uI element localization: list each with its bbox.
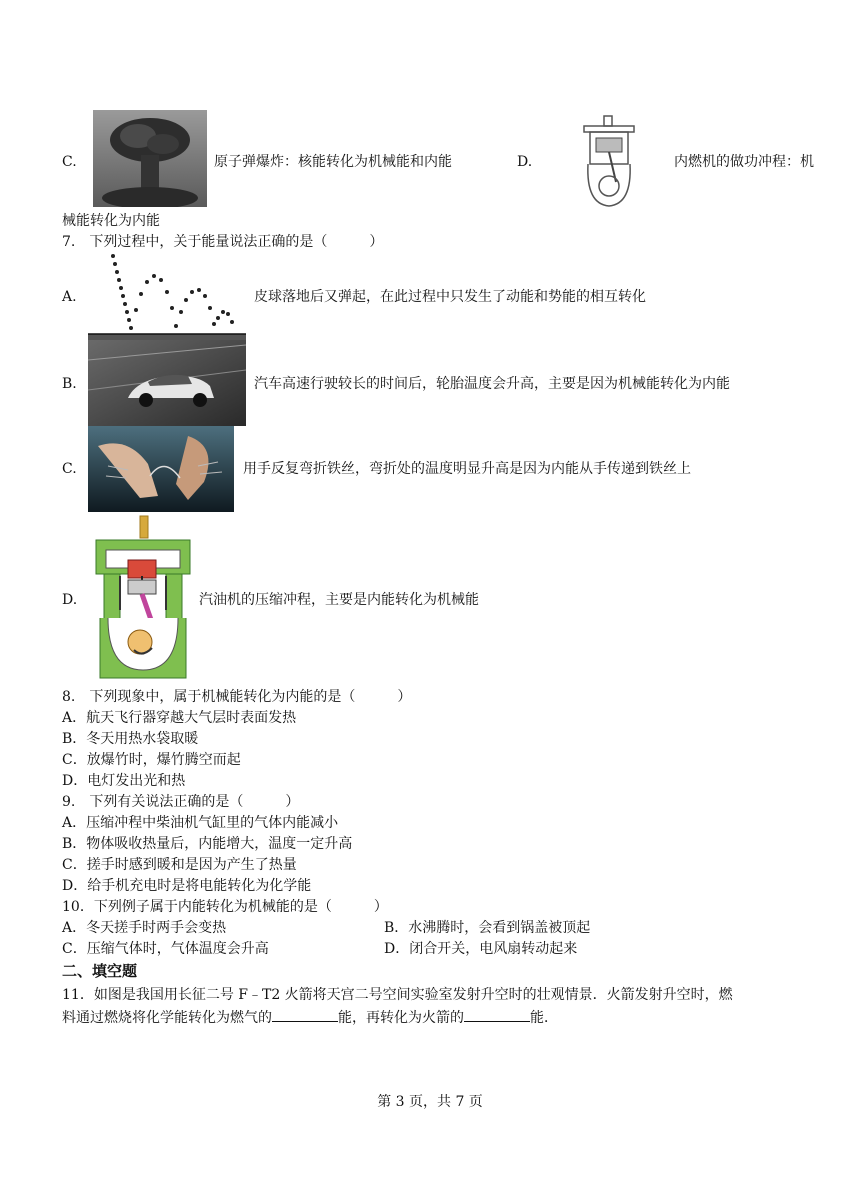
q7-b-text: 汽车高速行驶较长的时间后，轮胎温度会升高，主要是因为机械能转化为内能 xyxy=(254,376,730,392)
q10-option-b: B．水沸腾时，会看到锅盖被顶起 xyxy=(384,920,591,936)
q6-d-text: 内燃机的做功冲程：机 xyxy=(674,154,814,170)
mushroom-cloud-image xyxy=(93,110,207,207)
q11-text-b: 能，再转化为火箭的 xyxy=(338,1010,464,1026)
q8-option-d: D．电灯发出光和热 xyxy=(62,773,186,789)
q7-c-text: 用手反复弯折铁丝，弯折处的温度明显升高是因为内能从手传递到铁丝上 xyxy=(243,461,691,477)
q7-a-text: 皮球落地后又弹起，在此过程中只发生了动能和势能的相互转化 xyxy=(254,289,646,305)
q9-option-d: D．给手机充电时是将电能转化为化学能 xyxy=(62,878,312,894)
section-heading: 二、填空题 xyxy=(62,962,138,980)
q11-line2 xyxy=(62,1009,558,1027)
page-footer: 第 3 页，共 7 页 xyxy=(377,1094,483,1110)
q9-option-a: A．压缩冲程中柴油机气缸里的气体内能减小 xyxy=(62,815,339,831)
q9-stem: 9. 下列有关说法正确的是（ ） xyxy=(62,794,300,810)
q8-option-b: B．冬天用热水袋取暖 xyxy=(62,731,199,747)
q8-option-a: A．航天飞行器穿越大气层时表面发热 xyxy=(62,710,297,726)
q7-d-label: D. xyxy=(62,592,78,608)
q7-b-label: B. xyxy=(62,376,77,392)
q11-line1: 11．如图是我国用长征二号 F﹣T2 火箭将天宫二号空间实验室发射升空时的壮观情景．火箭发射升空时，燃 xyxy=(62,987,733,1003)
compression-stroke-image xyxy=(90,514,196,686)
speeding-car-image xyxy=(88,340,246,426)
engine-power-stroke-image xyxy=(578,112,640,209)
bending-wire-image xyxy=(88,426,234,512)
q6-d-label: D. xyxy=(517,154,533,170)
q8-option-c: C．放爆竹时，爆竹腾空而起 xyxy=(62,752,241,768)
q11-text-a: 料通过燃烧将化学能转化为燃气的 xyxy=(62,1010,272,1026)
q7-d-text: 汽油机的压缩冲程，主要是内能转化为机械能 xyxy=(199,592,479,608)
q10-option-c: C．压缩气体时，气体温度会升高 xyxy=(62,941,269,957)
q10-option-d: D．闭合开关，电风扇转动起来 xyxy=(384,941,578,957)
q6-c-text: 原子弹爆炸：核能转化为机械能和内能 xyxy=(214,154,452,170)
q6-d-text-cont: 械能转化为内能 xyxy=(62,213,160,229)
q8-stem: 8. 下列现象中，属于机械能转化为内能的是（ ） xyxy=(62,689,412,705)
bouncing-ball-image xyxy=(88,252,246,342)
answer-blank-1[interactable] xyxy=(272,1009,338,1022)
q11-text-c: 能． xyxy=(530,1010,558,1026)
q7-c-label: C. xyxy=(62,461,77,477)
answer-blank-2[interactable] xyxy=(464,1009,530,1022)
q9-option-b: B．物体吸收热量后，内能增大，温度一定升高 xyxy=(62,836,353,852)
q7-stem: 7. 下列过程中，关于能量说法正确的是（ ） xyxy=(62,234,384,250)
q9-option-c: C．搓手时感到暖和是因为产生了热量 xyxy=(62,857,297,873)
q6-c-label: C. xyxy=(62,154,77,170)
q10-option-a: A．冬天搓手时两手会变热 xyxy=(62,920,227,936)
q7-a-label: A. xyxy=(62,289,77,305)
q10-stem: 10．下列例子属于内能转化为机械能的是（ ） xyxy=(62,899,388,915)
